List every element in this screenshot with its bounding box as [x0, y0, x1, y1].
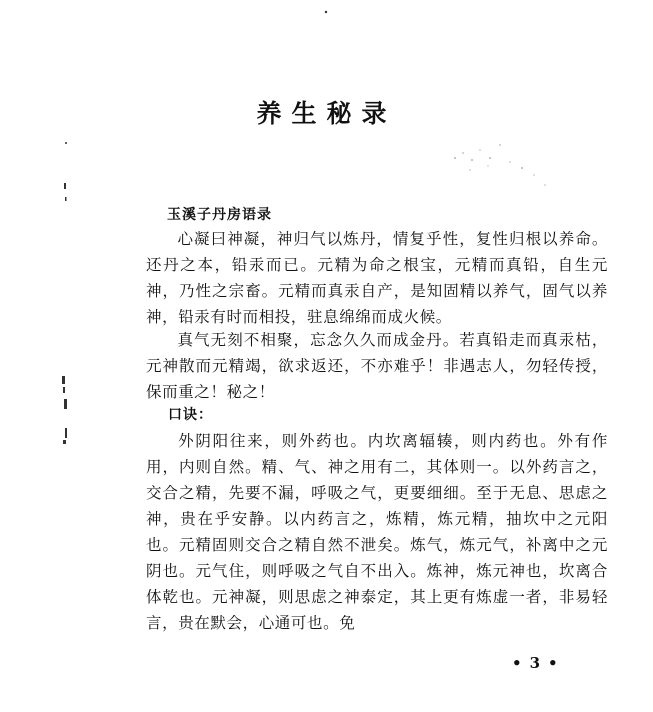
- paragraph-2: [146, 327, 608, 405]
- page-title: 养生秘录: [256, 99, 397, 128]
- koujue-paragraph: [146, 428, 608, 636]
- koujue-text: 外阴阳往来，则外药也。内坎离辐辏，则内药也。外有作用，内则自然。精、气、神之用有二，其体则一。以外药言之，交合之精，先要不漏，呼吸之气，更要细细。至于无息、思虑之神，贵在乎安静。以内药言之，炼精，炼元精，抽坎中之元阳也。元精固则交合之精自然不泄矣。炼气，炼元气，补离中之元阴也。元气住，则呼吸之气自不出入。炼神，炼元神也，坎离合体乾也。元神凝，则思虑之神泰定，其上更有炼虚一者，非易轻言，贵在默会，心通可也。免: [146, 432, 608, 632]
- page-number-value: 3: [529, 654, 549, 672]
- paragraph-1: [146, 226, 608, 330]
- paragraph-2-text: 真气无刻不相聚，忘念久久而成金丹。若真铅走而真汞枯，元神散而元精竭，欲求返还，不亦难乎！非遇志人，勿轻传授，保而重之！秘之！: [146, 331, 608, 401]
- paragraph-1-text: 心凝曰神凝，神归气以炼丹，情复乎性，复性归根以养命。还丹之本，铅汞而已。元精为命之根宝，元精而真铅，自生元神，乃性之宗畜。元精而真汞自产，是知固精以养气，固气以养神，铅汞有时而相投，驻息绵绵而成火候。: [146, 230, 608, 326]
- section-heading: 玉溪子丹房语录: [167, 207, 272, 223]
- page-number: •3•: [512, 654, 566, 672]
- koujue-label: 口诀：: [168, 407, 213, 423]
